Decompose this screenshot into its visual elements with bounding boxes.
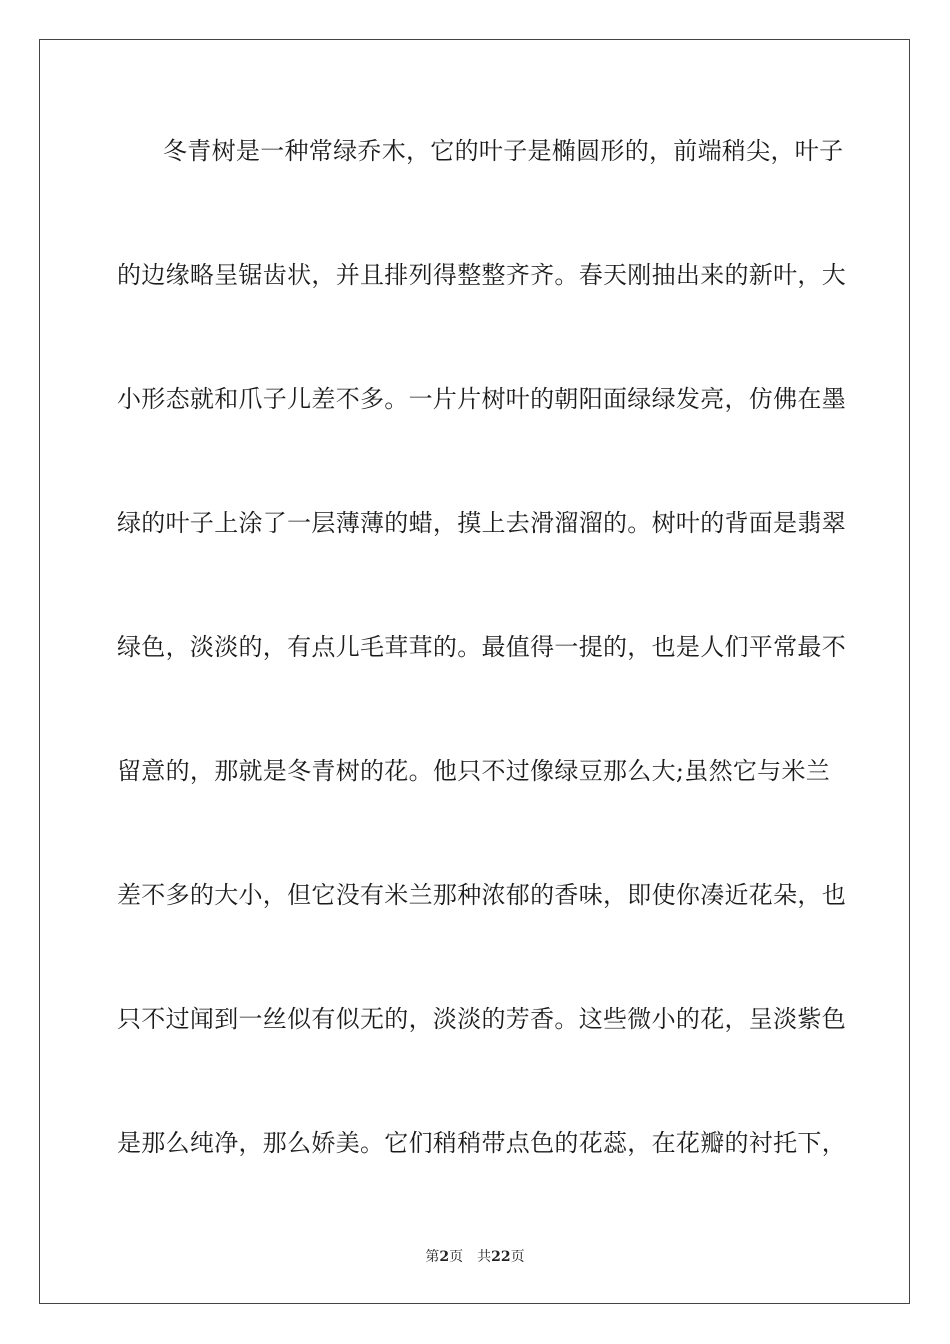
text-line-1: 冬青树是一种常绿乔木，它的叶子是椭圆形的，前端稍尖，叶子 [163, 137, 844, 165]
text-line-9: 是那么纯净，那么娇美。它们稍稍带点色的花蕊，在花瓣的衬托下， [117, 1129, 846, 1157]
total-page-count: 22 [491, 1249, 511, 1265]
page-prefix: 第 [425, 1249, 440, 1265]
page-border [39, 39, 910, 1304]
text-line-2: 的边缘略呈锯齿状，并且排列得整整齐齐。春天刚抽出来的新叶，大 [117, 261, 846, 289]
text-line-5: 绿色，淡淡的，有点儿毛茸茸的。最值得一提的，也是人们平常最不 [117, 633, 846, 661]
text-line-8: 只不过闻到一丝似有似无的，淡淡的芳香。这些微小的花，呈淡紫色 [117, 1005, 846, 1033]
text-line-6: 留意的，那就是冬青树的花。他只不过像绿豆那么大;虽然它与米兰 [117, 757, 831, 785]
text-line-7: 差不多的大小，但它没有米兰那种浓郁的香味，即使你凑近花朵，也 [117, 881, 846, 909]
total-suffix: 页 [510, 1249, 525, 1265]
text-line-4: 绿的叶子上涂了一层薄薄的蜡，摸上去滑溜溜的。树叶的背面是翡翠 [117, 509, 846, 537]
text-line-3: 小形态就和爪子儿差不多。一片片树叶的朝阳面绿绿发亮，仿佛在墨 [117, 385, 846, 413]
page-suffix: 页 [449, 1249, 464, 1265]
current-page-number: 2 [439, 1249, 450, 1265]
total-prefix: 共 [477, 1249, 492, 1265]
page-footer [0, 1248, 950, 1266]
